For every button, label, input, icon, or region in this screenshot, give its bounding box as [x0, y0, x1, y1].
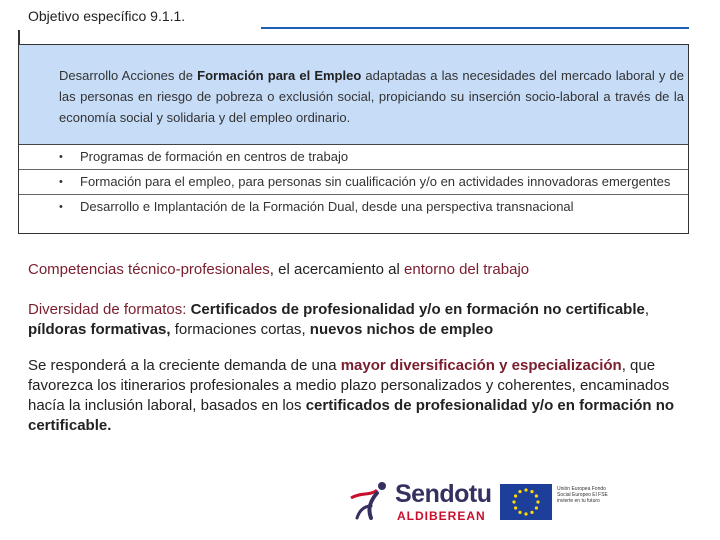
competencias-highlight: Competencias técnico-profesionales: [28, 261, 270, 278]
list-item-text: Desarrollo e Implantación de la Formación Dual, desde una perspectiva transnacional: [80, 199, 574, 214]
list-item: [19, 145, 688, 170]
logos: [345, 476, 620, 526]
eu-stars-icon: [500, 484, 552, 520]
intro-text-2: adaptadas a las necesidades del mercado laboral y de las personas en riesgo de pobreza o exclusión social, propiciando su inserción socio-laboral a través de la economía social y solidaria y del empleo ordinario.: [59, 68, 684, 125]
eu-caption: Unión Europea Fondo Social Europeo El FSE invierte en tu futuro: [557, 486, 608, 504]
diversidad-paragraph: [28, 300, 678, 340]
demanda-text-1: Se responderá a la creciente demanda de una: [28, 357, 341, 374]
bullet-icon: •: [59, 201, 63, 213]
certificados-bold: Certificados de profesionalidad y/o en formación no certificable: [186, 301, 645, 318]
sendotu-logo: Sendotu: [395, 480, 492, 508]
certificados-highlight: certificados de profesionalidad y/o en formación no certificable.: [28, 397, 675, 434]
intro-bold: Formación para el Empleo: [197, 68, 362, 83]
comma: ,: [301, 321, 310, 338]
list-item: [19, 195, 688, 219]
actions-list: [19, 145, 688, 219]
eu-flag-icon: [500, 484, 552, 520]
bullet-icon: •: [59, 176, 63, 188]
page-title: Objetivo específico 9.1.1.: [28, 8, 186, 24]
demanda-text-2: , que favorezca los itinerarios profesionales a medio plazo personalizados y coherentes, encaminados hacía la inclusión laboral, basados en los: [28, 357, 670, 414]
intro-text-1: Desarrollo Acciones de: [59, 68, 198, 83]
entorno-highlight: entorno del trabajo: [404, 261, 530, 278]
formaciones-text: formaciones cortas: [170, 321, 302, 338]
list-item: [19, 170, 688, 195]
nichos-bold: nuevos nichos de empleo: [309, 321, 494, 338]
pildoras-bold: píldoras formativas,: [28, 321, 171, 338]
competencias-text: , el acercamiento al: [269, 261, 405, 278]
left-tick: [18, 30, 20, 44]
objective-description: [19, 45, 688, 145]
list-item-text: Programas de formación en centros de trabajo: [80, 149, 349, 164]
diversificacion-highlight: mayor diversificación y especialización: [340, 357, 622, 374]
title-rule: [261, 27, 689, 29]
comma: ,: [644, 301, 650, 318]
bullet-icon: •: [59, 151, 63, 163]
list-item-text: Formación para el empleo, para personas sin cualificación y/o en actividades innovadoras emergentes: [80, 174, 671, 189]
competencias-paragraph: [28, 260, 678, 280]
diversidad-highlight: Diversidad de formatos:: [28, 301, 187, 318]
sendotu-figure-icon: [345, 476, 395, 526]
aldibereran-logo: ALDIBEREAN: [397, 509, 486, 523]
demanda-paragraph: [28, 356, 678, 436]
objective-box: [18, 44, 689, 234]
